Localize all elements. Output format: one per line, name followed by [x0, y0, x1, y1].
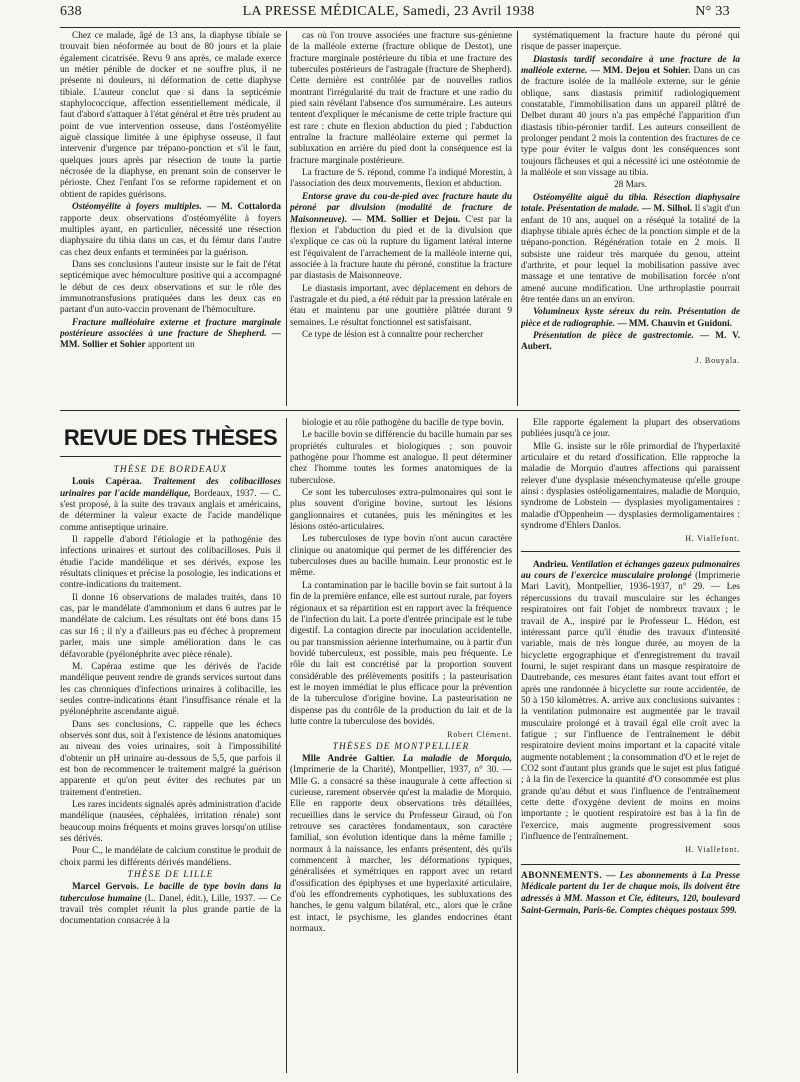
report-authors: — MM. Sollier et Dejou.	[352, 214, 461, 225]
entry-rule	[521, 551, 740, 552]
thesis-author: Mlle Andrée Galtier.	[302, 753, 395, 764]
subscription-text	[521, 871, 740, 917]
thesis-publication: (Imprimerie Mari Lavit), Montpellier, 1936-1937, n° 29.	[521, 571, 740, 593]
thesis-publication: (Imprimerie de la Charité), Montpellier, 1937, n° 30.	[290, 765, 499, 776]
title-rule	[60, 456, 281, 457]
paragraph-text: Les rares incidents signalés après administration d'acide mandélique (nausées, céphalées, irritation rénale) sont beaucoup moins fréquents et moins graves lorsqu'on utilise ses dérivés.	[60, 799, 281, 844]
report-authors: — MM. Dejou et Sohier.	[590, 66, 691, 77]
session-date: 28 Mars.	[613, 180, 648, 191]
date-line	[521, 180, 740, 191]
thesis-text: — Ce travail très complet réunit la plus grande partie de la documentation consacrée à la	[60, 893, 281, 927]
report-paragraph	[521, 331, 740, 354]
author-signature: Robert Clément.	[447, 730, 512, 740]
report-text: Dans ses conclusions l'auteur insiste sur le fait de l'état septicémique avec hémoculture positive qui a accompagné le début de ces deux observations et sur le rôle des immunotransfusions pratiquées dans les deux cas en partant d'un auto-vaccin provenant de l'hémoculture.	[60, 259, 281, 316]
report-title: Entorse grave du cou-de-pied avec fracture haute du péroné par divulsion (modalité de fracture de Maisonneuve).	[290, 191, 512, 225]
report-text: Ce type de lésion est à connaître pour rechercher	[302, 329, 484, 340]
report-title: Diastasis tardif secondaire à une fracture de la malléole externe.	[521, 54, 740, 77]
thesis-entry	[60, 882, 281, 927]
paragraph-text: Il rappelle d'abord l'étiologie et la pathogénie des infections urinaires et surtout des colibacilloses. Puis il étudie l'acide mandélique et ses dérivés, expose les résultats cliniques et précise la posologie, les indications et contre-indications du traitement.	[60, 535, 281, 591]
report-text: Chez ce malade, âgé de 13 ans, la diaphyse tibiale se trouvait bien néoformée au bout de 80 jours et la plaie également cicatrisée. Revu 9 ans après, ce malade exerce un métier pénible de docker et ne souffre plus, il ne présente ni douleurs, ni déformation de cette diaphyse tibiale. L'auteur conclut que si dans la septicémie staphylococcique, affection essentiellement médicale, il faut d'abord s'attaquer à l'état général et être très prudent au point de vue intervention osseuse, dans l'ostéomyélite aiguë classique limitée à une épiphyse osseuse, il faut intervenir d'urgence par trépano-ponction et s'il le faut, quelques jours après par résection de toute la partie nécrosée de la diaphyse, en prenant soin de conserver le périoste. Chez l'enfant l'os se reforme rapidement et on obtient de rapides guérisons.	[60, 31, 281, 200]
report-text: systématiquement la fracture haute du péroné qui risque de passer inaperçue.	[521, 31, 740, 53]
report-title: Ostéomyélite à foyers multiples.	[72, 202, 202, 213]
thesis-title: Traitement des colibacilloses urinaires par l'acide mandélique,	[60, 477, 281, 499]
top-column-1	[60, 31, 281, 406]
signature	[521, 355, 740, 366]
section-label: THÈSE DE BORDEAUX	[113, 465, 228, 475]
report-paragraph	[290, 192, 512, 283]
report-title: Ostéomyélite aiguë du tibia. Résection diaphysaire totale. Présentation de malade.	[521, 192, 740, 215]
author-signature: H. Viallefont.	[685, 534, 740, 544]
body-paragraph	[290, 430, 512, 487]
thesis-publication: (L. Danel, édit.), Lille, 1937.	[141, 893, 256, 904]
section-label: THÈSES DE MONTPELLIER	[332, 741, 470, 752]
body-paragraph	[290, 31, 512, 167]
subscription-label: ABONNEMENTS.	[521, 870, 603, 881]
report-text: cas où l'on trouve associées une fracture sus-génienne de la malléole externe (fracture oblique de Destot), une fracture marginale postérieure du tibia et une fracture des tubercules postérieurs de l'astragale (fracture de Shepherd). Cette dernière est contrôlée par de nouvelles radios montrant l'irrégularité du trait de fracture et une radio du pied sain révélant l'absence d'os surnuméraire. Les auteurs tentent d'expliquer le mécanisme de cette triple fracture qui est rare : chute en flexion abduction du pied ; l'abduction entraîne la fracture malléolaire externe qui permet la subluxation en arrière du pied dont la conséquence est la fracture marginale postérieure.	[290, 31, 512, 166]
thesis-entry	[290, 754, 512, 936]
bottom-column-2	[290, 418, 512, 1073]
report-title: Présentation de pièce de gastrectomie.	[533, 330, 694, 341]
body-paragraph	[290, 418, 512, 429]
thesis-entry	[521, 560, 740, 844]
thesis-title: Le bacille de type bovin dans la tuberculose humaine	[60, 882, 281, 904]
report-text: apportent un	[145, 340, 195, 351]
paragraph-text: M. Capéraa estime que les dérivés de l'acide mandélique peuvent rendre de grands services surtout dans les cas chroniques d'infections urinaires à colibacille, les seules contre-indications étant l'insuffisance rénale et la pyélonéphrite ascendante aiguë.	[60, 661, 281, 718]
thesis-title: Ventilation et échanges gazeux pulmonaires au cours de l'exercice musculaire prolongé	[521, 559, 740, 582]
bottom-column-3	[521, 418, 740, 1073]
column-divider	[517, 418, 518, 1073]
body-paragraph	[60, 662, 281, 719]
column-divider	[517, 31, 518, 406]
thesis-title: La maladie de Morquio,	[394, 753, 512, 764]
paragraph-text: Ce sont les tuberculoses extra-pulmonaires qui sont le plus souvent d'origine bovine, surtout les lésions ganglionnaires et cutanées, puis les méningites et les lésions ostéo-articulaires.	[290, 488, 512, 533]
thesis-author: Andrieu.	[533, 559, 569, 570]
report-authors: — M. Cottalorda	[206, 202, 281, 213]
thesis-section-heading	[60, 870, 281, 881]
thesis-text: — C. s'est proposé, à la suite des travaux anglais et américains, de déterminer la valeur exacte de l'acide mandélique comme antiseptique urinaire.	[60, 488, 281, 533]
top-column-2	[290, 31, 512, 406]
thesis-author: Marcel Gervois.	[72, 882, 139, 893]
report-paragraph	[521, 55, 740, 180]
column-divider	[286, 31, 287, 406]
paragraph-text: Elle rapporte également la plupart des observations publiées jusqu'à ce jour.	[521, 418, 740, 440]
body-paragraph	[60, 720, 281, 799]
author-signature: J. Bouyala.	[695, 355, 740, 365]
body-paragraph	[290, 488, 512, 533]
header-rule	[60, 27, 740, 28]
report-text: La fracture de S. répond, comme l'a indiqué Morestin, à l'association des deux mouvements, flexion et abduction.	[290, 168, 512, 190]
body-paragraph	[60, 535, 281, 592]
subscription-notice	[521, 864, 740, 917]
thesis-entry	[60, 477, 281, 534]
report-authors: — M. V. Aubert.	[521, 330, 740, 353]
subscription-body: — Les abonnements à La Presse Médicale partent du 1er de chaque mois, ils doivent être adressés à MM. Masson et Cie, éditeurs, 120, boulevard Saint-Germain, Paris-6e. Comptes chèques postaux 599.	[521, 870, 740, 916]
thesis-section-heading	[290, 742, 512, 753]
signature	[521, 533, 740, 544]
report-text: Le diastasis important, avec déplacement en dehors de l'astragale et du pied, a été réduit par la pression latérale en étau et maintenu par une gouttière plâtrée durant 9 semaines. Le résultat fonctionnel est satisfaisant.	[290, 283, 512, 328]
report-title: Volumineux kyste séreux du rein. Présentation de pièce et de radiographie.	[521, 307, 740, 329]
paragraph-text: La contamination par le bacille bovin se fait surtout à la fin de la première enfance, elle est surtout rurale, par foyers régionaux et sa répartition est en rapport avec la fréquence de l'infection du lait. La porte d'entrée principale est le tube digestif. La contagion directe par inoculation accidentelle, ou par transmission aérienne interhumaine, ou à partir d'un bovidé tuberculeux, est possible, mais peu fréquente. Le rôle du lait est concrétisé par la proportion souvent considérable des prélèvements positifs ; la pasteurisation est le moyen immédiat le plus efficace pour la prévention de la tuberculose d'origine bovine. La pasteurisation ne dispense pas du contrôle de la production du lait et de la lutte contre la tuberculose des bovidés.	[290, 580, 512, 727]
report-text: Il s'agit d'un enfant de 10 ans, auquel on a réséqué la totalité de la diaphyse tibiale après échec de la ponction simple et de la trépano-ponction. Régénération totale en 2 mois. Il subsiste une raideur très marquée du genou, atteint d'arthrite, et pour lequel la mobilisation passive avec massage et une tentative de mobilisation forcée n'ont amené aucune modification. Une arthroplastie pourrait être tentée dans un an environ.	[521, 204, 740, 305]
paragraph-text: Dans ses conclusions, C. rappelle que les échecs observés sont dus, soit à l'existence de lésions anatomiques au niveau des voies urinaires, soit à l'impossibilité d'obtenir un pH urinaire au-dessous de 5,5, que parfois il est bon de recommencer le traitement malgré la guérison apparente et qu'on peut éviter des rechutes par un traitement d'entretien.	[60, 719, 281, 798]
body-paragraph	[521, 418, 740, 441]
body-paragraph	[290, 284, 512, 329]
paragraph-text: Les tuberculoses de type bovin n'ont aucun caractère clinique ou anatomique qui permet de les différencier des tuberculoses dues au bacille humain. Leur pronostic est le même.	[290, 534, 512, 579]
body-paragraph	[60, 593, 281, 661]
paragraph-text: Le bacille bovin se différencie du bacille humain par ses propriétés culturales et biologiques ; son pouvoir pathogène pour l'homme est analogue. Il peut déterminer chez l'homme toutes les formes anatomiques de la tuberculose.	[290, 430, 512, 486]
thesis-author: Louis Capéraa.	[72, 477, 142, 488]
paragraph-text: Il donne 16 observations de malades traités, dans 10 cas, par le mandélate d'ammonium et dans 6 autres par le mandélate de calcium. Les résultats ont été bons dans 15 cas sur 16 ; il n'y a d'ailleurs pas eu d'échec à proprement parler, mais une simple amélioration dans le cas défavorable (pyélonéphrite avec pièce rénale).	[60, 592, 281, 660]
top-column-3	[521, 31, 740, 406]
report-paragraph	[521, 193, 740, 306]
journal-title: LA PRESSE MÉDICALE, Samedi, 23 Avril 1938	[242, 4, 535, 19]
page-header	[60, 4, 730, 26]
body-paragraph	[60, 260, 281, 317]
report-paragraph	[60, 318, 281, 352]
revue-des-theses-title: REVUE DES THÈSES	[63, 425, 278, 450]
body-paragraph	[521, 31, 740, 54]
section-label: THÈSE DE LILLE	[127, 870, 214, 881]
report-text: C'est par la flexion et l'abduction du pied et de la divulsion que s'explique ce cas où la rupture du ligament latéral interne est l'équivalent de l'arrachement de la malléole interne qui, associée à la fracture haute du péroné, constitue la fracture par diastasis de Maisonneuve.	[290, 214, 512, 282]
report-paragraph	[521, 307, 740, 330]
report-authors: — MM. Sollier et Sohier	[60, 328, 281, 351]
body-paragraph	[290, 168, 512, 191]
thesis-text: — Les répercussions du travail musculaire sur les échanges respiratoires ont fait l'objet de nombreux travaux ; le travail de A., inspiré par le Professeur L. Hédon, est intéressant parce qu'il étudie des travaux d'intensité variable, mais de très longue durée, au moyen de la bicyclette ergographique et d'enregistrement du travail fourni, le sujet respirant dans un masque respiratoire de Dautrebande, ces mesures étant faites avant tout effort et après une randonnée à bicyclette sur route accidentée, de 50 à 150 kilomètres. A. arrive aux conclusions suivantes : la ventilation pulmonaire est augmentée par le travail musculaire prolongé et à travail égal elle croît avec la fatigue ; sur l'influence de l'entraînement le débit respiratoire devient moins important et la capacité vitale augmente notablement ; la consommation d'O et le rejet de CO2 sont d'autant plus grands que le sujet est plus fatigué ; à la fin de l'exercice la quantité d'O consommée est plus grande qu'au début et sous l'influence de l'entraînement cette dette d'oxygène devient de moins en moins importante ; le quotient respiratoire est bas à la fin de l'exercice, mais augmente progressivement sous l'influence de l'entraînement.	[521, 582, 740, 843]
paragraph-text: biologie et au rôle pathogène du bacille de type bovin.	[302, 418, 504, 428]
report-text: Dans un cas de fracture isolée de la malléole externe, sur le génie oblique, sans diastasis primitif radiologiquement constatable, l'immobilisation dans un appareil plâtré de Delbet durant 40 jours n'a pas empêché l'apparition d'un diastasis tibio-péronier tardif. Les auteurs conseillent de prolonger pendant 2 mois la contention des fractures de ce type pour éviter le valgus dont les conséquences sont toujours fâcheuses et qui a nécessité ici une ostéotomie de la malléole et son vissage au tibia.	[521, 66, 740, 179]
signature	[521, 844, 740, 855]
thesis-text: — Mlle G. a consacré sa thèse inaugurale à cette affection si curieuse, rarement observée qu'est la maladie de Morquio. Elle en rapporte deux observations très détaillées, recueillies dans le service du Professeur Giraud, où l'on retrouve ses caractères fondamentaux, son caractère familial, son évolution identique dans la même famille ; normaux à la naissance, les enfants présentent, dès qu'ils commencent à marcher, les déformations typiques, généralisées et symétriques en rapport avec un retard d'ossification des épiphyses et une hyperlaxité articulaire, d'où les effondrements cyphotiques, les subluxations des hanches, le genu valgum bilatéral, etc., alors que le crâne est intact, le psychisme, les glandes endocrines étant normaux.	[290, 765, 512, 935]
report-paragraph	[60, 202, 281, 259]
body-paragraph	[60, 846, 281, 869]
body-paragraph	[521, 442, 740, 533]
report-authors: — MM. Chauvin et Guidoni.	[617, 318, 732, 329]
body-paragraph	[60, 31, 281, 201]
paragraph-text: Pour C., le mandélate de calcium constitue le produit de choix parmi les différents dérivés mandéliens.	[60, 846, 281, 868]
body-paragraph	[60, 800, 281, 845]
signature	[290, 729, 512, 740]
report-authors: — M. Silhol.	[641, 204, 693, 215]
report-text: rapporte deux observations d'ostéomyélite à foyers multiples ayant, en particulier, nécessité une résection diaphysaire du tibia dans un cas, et du fémur dans l'autre cas chez deux enfants et terminées par la guérison.	[60, 213, 281, 258]
report-title: Fracture malléolaire externe et fracture marginale postérieure associées à une fracture de Shepherd.	[60, 317, 281, 339]
thesis-section-heading	[60, 465, 281, 476]
issue-number: N° 33	[695, 4, 730, 19]
author-signature: H. Viallefont.	[685, 845, 740, 855]
thesis-publication: Bordeaux, 1937.	[190, 488, 257, 499]
bottom-column-1	[60, 418, 281, 1073]
body-paragraph	[290, 534, 512, 579]
section-rule	[60, 410, 740, 411]
paragraph-text: Mlle G. insiste sur le rôle primordial de l'hyperlaxité articulaire et du retard d'ossification. Elle rapproche la maladie de Morquio d'autres affections qui paraissent relever d'une dysplasie mésenchymateuse qu'elle groupe ainsi : dysplasies ostéoligamentaires, maladie de Morquio, syndrome de Lobstein — dysplasies myoligamentaires : maladie d'Oppenheim — dysplasies dermoligamentaires : syndrome d'Ehlers Danlos.	[521, 441, 740, 532]
body-paragraph	[290, 581, 512, 728]
page-number: 638	[60, 4, 82, 19]
column-divider	[286, 418, 287, 1073]
body-paragraph	[290, 330, 512, 341]
